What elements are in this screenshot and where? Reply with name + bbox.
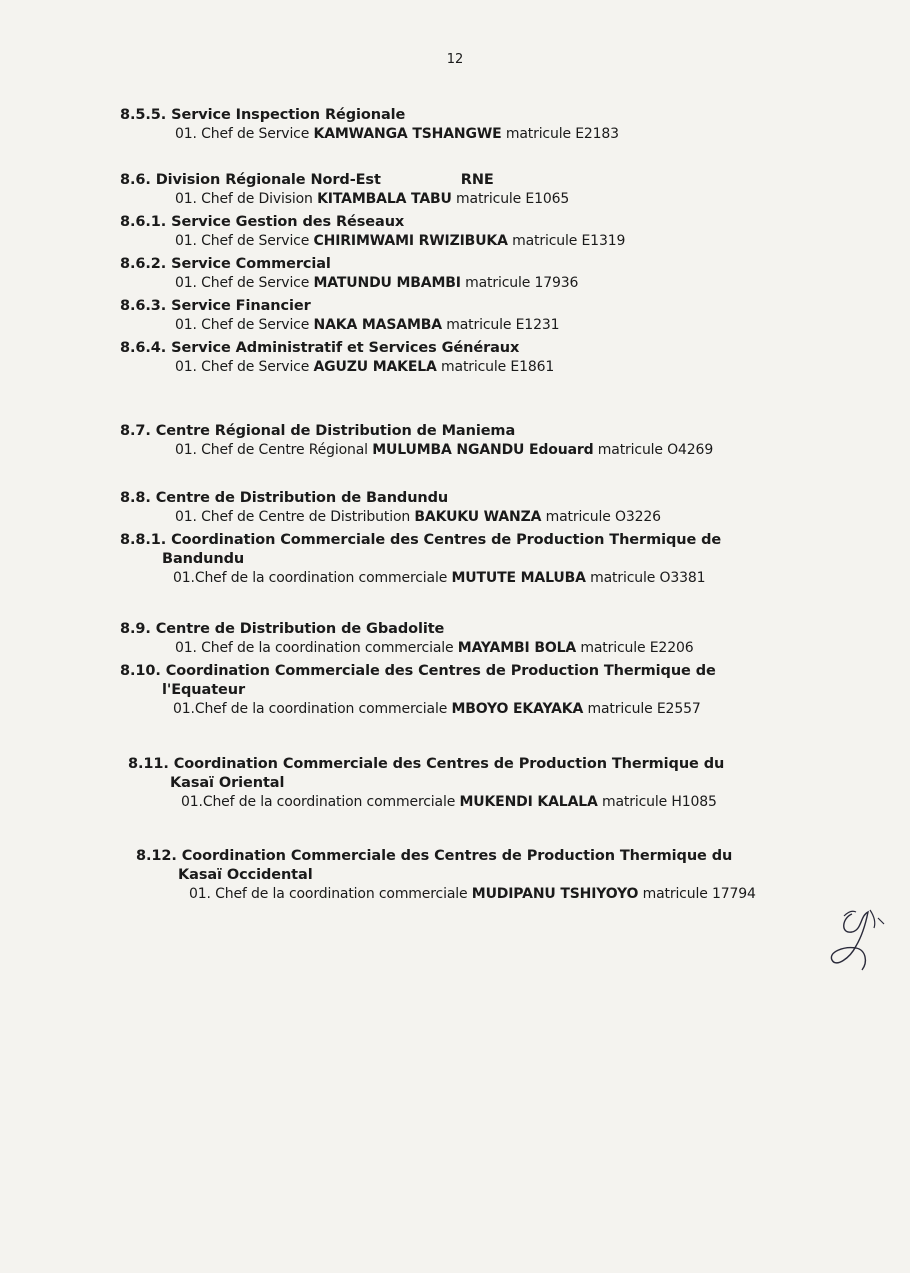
role-text: 01.Chef de la coordination commerciale xyxy=(173,701,452,717)
matricule-text: matricule H1085 xyxy=(597,794,717,810)
person-name: AGUZU MAKELA xyxy=(313,359,437,375)
matricule-text: matricule O3226 xyxy=(541,509,661,525)
matricule-text: matricule O3381 xyxy=(585,570,706,586)
person-name: MULUMBA NGANDU Edouard xyxy=(372,442,594,458)
section-8-12 xyxy=(136,847,756,904)
handwritten-signature xyxy=(822,906,892,978)
section-8-5-5 xyxy=(120,106,619,144)
role-text: 01. Chef de Centre de Distribution xyxy=(175,509,415,525)
page-number: 12 xyxy=(446,52,464,67)
person-name: CHIRIMWAMI RWIZIBUKA xyxy=(313,233,508,249)
person-name: MBOYO EKAYAKA xyxy=(451,701,584,717)
section-heading: 8.12. Coordination Commerciale des Centres de Production Thermique du xyxy=(136,848,733,864)
matricule-text: matricule O4269 xyxy=(593,442,714,458)
matricule-text: matricule E2206 xyxy=(576,640,694,656)
section-heading: 8.6.1. Service Gestion des Réseaux xyxy=(120,214,405,230)
section-heading: 8.7. Centre Régional de Distribution de Maniema xyxy=(120,423,516,439)
person-line xyxy=(175,508,661,527)
matricule-text: matricule E2557 xyxy=(583,701,701,717)
section-abbreviation: RNE xyxy=(460,172,494,188)
section-8-10 xyxy=(120,662,716,719)
role-text: 01.Chef de la coordination commerciale xyxy=(173,570,452,586)
matricule-text: matricule E2183 xyxy=(501,126,619,142)
person-name: MUKENDI KALALA xyxy=(459,794,598,810)
person-name: KITAMBALA TABU xyxy=(317,191,452,207)
person-line xyxy=(173,700,716,719)
person-line xyxy=(175,232,625,251)
section-heading: 8.11. Coordination Commerciale des Centres de Production Thermique du xyxy=(128,756,725,772)
section-heading: 8.6.4. Service Administratif et Services Généraux xyxy=(120,340,520,356)
section-8-11 xyxy=(128,755,724,812)
section-8-6-4 xyxy=(120,339,554,377)
person-line xyxy=(175,441,713,460)
section-heading: 8.8. Centre de Distribution de Bandundu xyxy=(120,490,449,506)
person-name: NAKA MASAMBA xyxy=(313,317,442,333)
role-text: 01. Chef de la coordination commerciale xyxy=(189,886,472,902)
section-8-7 xyxy=(120,422,713,460)
matricule-text: matricule E1065 xyxy=(451,191,570,207)
section-heading xyxy=(120,171,569,190)
role-text: 01. Chef de Service xyxy=(175,317,314,333)
person-name: MUDIPANU TSHIYOYO xyxy=(471,886,639,902)
matricule-text: matricule E1861 xyxy=(436,359,555,375)
person-name: MAYAMBI BOLA xyxy=(457,640,577,656)
section-heading: 8.10. Coordination Commerciale des Centres de Production Thermique de xyxy=(120,663,716,679)
section-8-6-2 xyxy=(120,255,578,293)
person-name: KAMWANGA TSHANGWE xyxy=(313,126,502,142)
section-8-9 xyxy=(120,620,693,658)
matricule-text: matricule E1319 xyxy=(507,233,626,249)
section-heading: 8.6.2. Service Commercial xyxy=(120,256,331,272)
person-line xyxy=(175,639,693,658)
matricule-text: matricule 17794 xyxy=(638,886,756,902)
section-heading: 8.8.1. Coordination Commerciale des Centres de Production Thermique de xyxy=(120,532,722,548)
section-title: 8.6. Division Régionale Nord-Est xyxy=(120,172,381,188)
role-text: 01. Chef de Service xyxy=(175,275,314,291)
section-8-6 xyxy=(120,171,569,209)
person-name: BAKUKU WANZA xyxy=(414,509,542,525)
section-8-6-1 xyxy=(120,213,625,251)
matricule-text: matricule 17936 xyxy=(460,275,579,291)
matricule-text: matricule E1231 xyxy=(441,317,560,333)
section-heading-continuation: Bandundu xyxy=(162,551,245,567)
person-line xyxy=(173,569,721,588)
person-line xyxy=(175,190,569,209)
section-8-8 xyxy=(120,489,661,527)
section-heading: 8.5.5. Service Inspection Régionale xyxy=(120,107,406,123)
section-heading-continuation: Kasaï Oriental xyxy=(170,775,285,791)
person-line xyxy=(175,316,559,335)
person-name: MATUNDU MBAMBI xyxy=(313,275,461,291)
role-text: 01. Chef de Service xyxy=(175,233,314,249)
person-line xyxy=(175,125,619,144)
person-line xyxy=(175,358,554,377)
person-line xyxy=(189,885,756,904)
person-line xyxy=(175,274,578,293)
role-text: 01. Chef de Centre Régional xyxy=(175,442,373,458)
role-text: 01. Chef de Division xyxy=(175,191,318,207)
section-8-8-1 xyxy=(120,531,721,588)
section-heading-continuation: l'Equateur xyxy=(162,682,246,698)
person-line xyxy=(181,793,724,812)
role-text: 01.Chef de la coordination commerciale xyxy=(181,794,460,810)
role-text: 01. Chef de Service xyxy=(175,126,314,142)
section-heading-continuation: Kasaï Occidental xyxy=(178,867,313,883)
section-8-6-3 xyxy=(120,297,559,335)
role-text: 01. Chef de Service xyxy=(175,359,314,375)
section-heading: 8.9. Centre de Distribution de Gbadolite xyxy=(120,621,445,637)
person-name: MUTUTE MALUBA xyxy=(451,570,586,586)
section-heading: 8.6.3. Service Financier xyxy=(120,298,311,314)
role-text: 01. Chef de la coordination commerciale xyxy=(175,640,458,656)
